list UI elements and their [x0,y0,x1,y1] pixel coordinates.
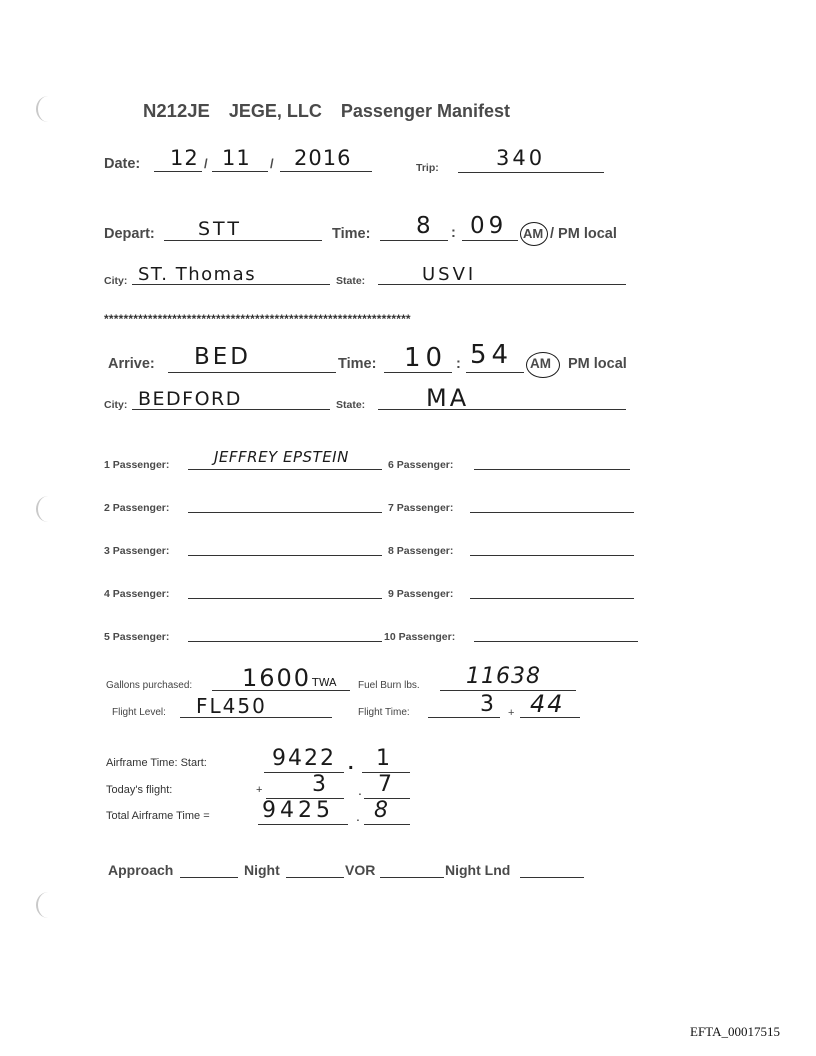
night-landing-line [520,877,584,878]
arrive-city-label: City: [104,399,128,411]
total-airframe-dot: . [356,808,360,824]
flight-level-label: Flight Level: [112,707,166,718]
todays-flight-dec: 7 [378,772,393,797]
gallons-value: 1600 [242,664,312,692]
passenger-9-line [470,598,634,599]
passenger-7-line [470,512,634,513]
document-header [143,100,510,122]
section-separator: *************************************************************** [104,312,411,326]
passenger-5-line [188,641,382,642]
binder-hole-bottom [36,892,60,918]
depart-state-label: State: [336,275,366,287]
depart-city-label: City: [104,275,128,287]
todays-flight-label: Today's flight: [106,784,173,796]
depart-line [164,240,322,241]
passenger-9-label: 9 Passenger: [388,588,454,600]
flight-time-hours-line [428,717,500,718]
depart-city-value: ST. Thomas [138,264,257,285]
trip-line [458,172,604,173]
todays-flight-plus: + [256,784,263,796]
passenger-6-label: 6 Passenger: [388,459,454,471]
airframe-start-int: 9422 [272,746,336,771]
passenger-7-label: 7 Passenger: [388,502,454,514]
binder-hole-middle [36,496,60,522]
depart-state-value: USVI [422,264,477,285]
depart-minute: 09 [470,213,508,239]
arrive-state-value: MA [426,384,470,412]
vor-line [380,877,444,878]
passenger-4-label: 4 Passenger: [104,588,170,600]
depart-minute-line [462,240,518,241]
flight-time-separator: + [508,707,515,719]
arrive-hour: 10 [404,343,448,373]
arrive-city-value: BEDFORD [138,388,242,410]
arrive-minute-line [466,372,524,373]
passenger-2-line [188,512,382,513]
date-label: Date: [104,156,141,172]
gallons-label: Gallons purchased: [106,680,193,691]
arrive-minute: 54 [470,340,514,370]
approach-label: Approach [108,862,174,878]
arrive-state-line [378,409,626,410]
todays-flight-dot: . [358,782,362,798]
total-airframe-label: Total Airframe Time = [106,810,210,822]
depart-hour: 8 [416,213,432,239]
arrive-label: Arrive: [108,356,155,372]
date-day-line [212,171,268,172]
passenger-3-label: 3 Passenger: [104,545,170,557]
date-month-line [154,171,202,172]
fuel-burn-value: 11638 [466,664,541,689]
arrive-time-colon: : [456,356,461,372]
date-day-value: 11 [222,146,251,170]
passenger-1-line [188,469,382,470]
date-separator-1: / [204,156,208,171]
total-airframe-dec: 8 [374,798,389,823]
passenger-1-label: 1 Passenger: [104,459,170,471]
night-line [286,877,344,878]
airframe-start-label: Airframe Time: Start: [106,757,207,769]
trip-value: 340 [496,146,546,170]
passenger-4-line [188,598,382,599]
depart-hour-line [380,240,448,241]
depart-state-line [378,284,626,285]
arrive-state-label: State: [336,399,366,411]
flight-level-value: FL450 [196,694,267,718]
depart-am: AM [523,226,544,241]
depart-value: STT [198,218,242,240]
passenger-8-line [470,555,634,556]
arrive-line [168,372,336,373]
flight-time-minutes: 44 [530,690,565,718]
passenger-5-label: 5 Passenger: [104,631,170,643]
date-year-value: 2016 [294,146,352,170]
date-separator-2: / [270,156,274,171]
depart-label: Depart: [104,226,155,242]
flight-time-hours: 3 [480,692,495,717]
depart-pm-local: / PM local [550,226,617,242]
document-title: Passenger Manifest [340,101,510,121]
depart-time-label: Time: [332,226,371,242]
passenger-3-line [188,555,382,556]
fuel-burn-label: Fuel Burn lbs. [358,680,420,691]
passenger-1-value: JEFFREY EPSTEIN [214,448,349,466]
arrive-time-label: Time: [338,356,377,372]
night-landing-label: Night Lnd [445,862,511,878]
tail-number: N212JE [143,100,210,121]
airframe-start-int-line [264,772,344,773]
binder-hole-top [36,96,60,122]
passenger-8-label: 8 Passenger: [388,545,454,557]
passenger-6-line [474,469,630,470]
total-airframe-dec-line [364,824,410,825]
date-year-line [280,171,372,172]
passenger-10-line [474,641,638,642]
vor-label: VOR [345,862,376,878]
passenger-10-label: 10 Passenger: [384,631,456,643]
company-name: JEGE, LLC [228,101,322,121]
gallons-suffix: TWA [312,676,337,689]
date-month-value: 12 [170,146,199,170]
total-airframe-int-line [258,824,348,825]
airframe-start-dot: . [348,752,354,774]
total-airframe-int: 9425 [262,798,334,823]
night-label: Night [244,862,280,878]
document-id: EFTA_00017515 [690,1024,780,1039]
passenger-2-label: 2 Passenger: [104,502,170,514]
approach-line [180,877,238,878]
arrive-value: BED [194,344,252,370]
trip-label: Trip: [416,162,439,174]
todays-flight-int: 3 [312,772,327,797]
arrive-am: AM [530,356,551,371]
arrive-pm-local: PM local [568,356,627,372]
airframe-start-dec: 1 [376,746,391,771]
depart-time-colon: : [451,225,456,241]
flight-time-label: Flight Time: [358,707,410,718]
